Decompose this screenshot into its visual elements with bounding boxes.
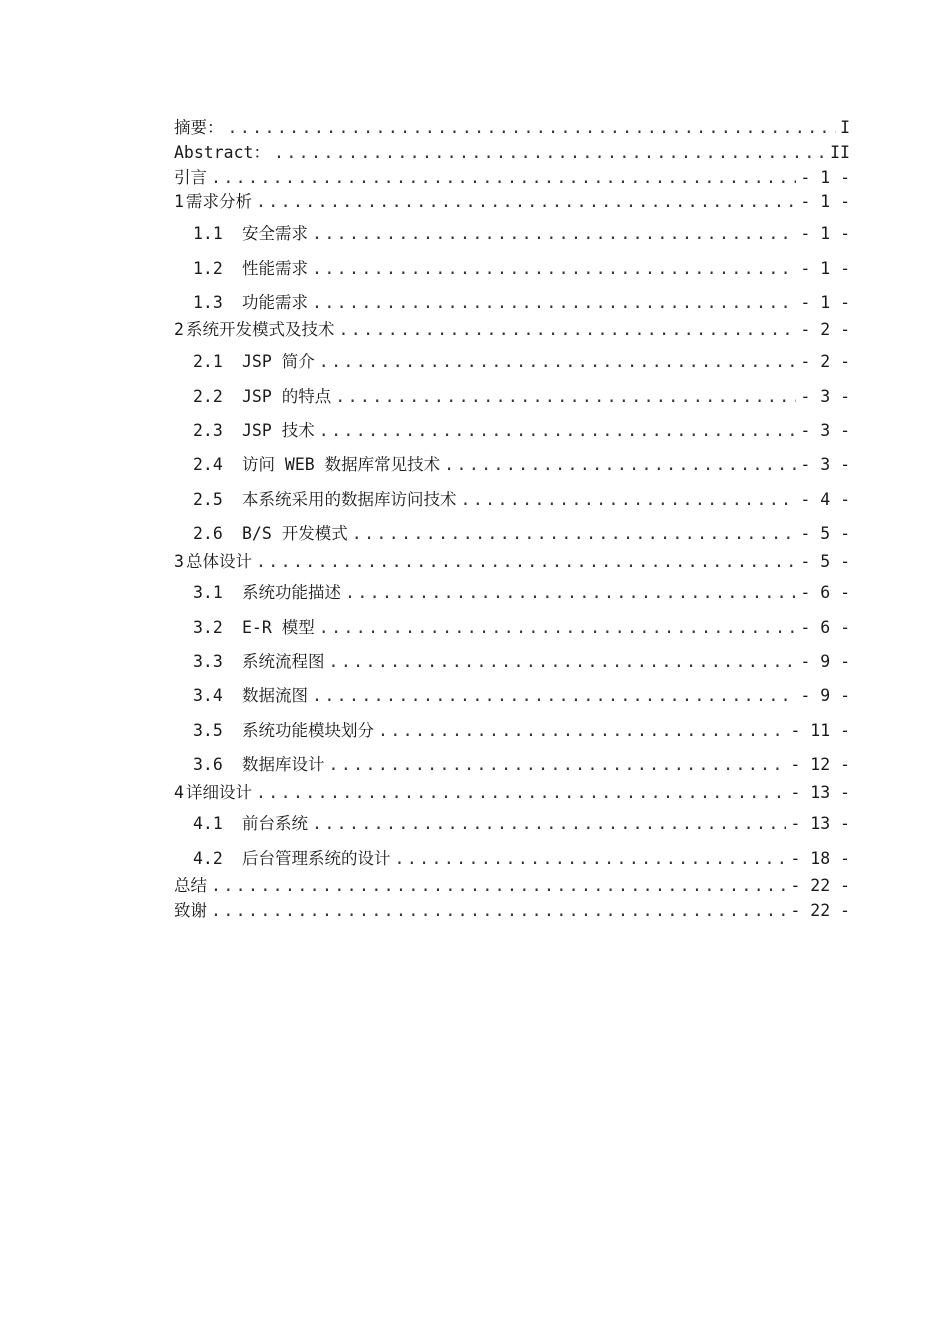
- toc-entry-page-number: - 1 -: [800, 192, 850, 212]
- toc-entry-number: 3.6: [193, 755, 223, 775]
- toc-entry-number: 1.3: [193, 292, 223, 312]
- toc-entry[interactable]: [174, 515, 850, 549]
- toc-entry-page-number: - 3 -: [800, 455, 850, 475]
- dot-leader: [312, 250, 796, 284]
- toc-entry-title: 总体设计: [185, 551, 252, 571]
- toc-entry-number: 3.2: [193, 617, 223, 637]
- toc-entry-title: 系统开发模式及技术: [185, 320, 335, 340]
- toc-entry-title: E-R 模型: [242, 617, 315, 637]
- dot-leader: [395, 840, 787, 874]
- toc-entry[interactable]: [174, 643, 850, 677]
- dot-leader: [319, 412, 797, 446]
- dot-leader: [312, 284, 796, 318]
- toc-entry-page-number: - 6 -: [800, 583, 850, 603]
- toc-entry-number: 3.3: [193, 652, 223, 672]
- toc-entry-page-number: - 2 -: [800, 352, 850, 372]
- toc-entry[interactable]: [174, 116, 850, 141]
- toc-entry-page-number: - 5 -: [800, 551, 850, 571]
- dot-leader: [444, 446, 796, 480]
- toc-entry-title: 前台系统: [242, 814, 308, 834]
- toc-entry-page-number: - 1 -: [800, 292, 850, 312]
- dot-leader: [378, 712, 786, 746]
- toc-entry[interactable]: [174, 343, 850, 377]
- toc-entry[interactable]: [174, 481, 850, 515]
- toc-entry-title: 功能需求: [242, 292, 308, 312]
- dot-leader: [312, 677, 796, 711]
- toc-entry-page-number: II: [830, 142, 850, 162]
- toc-entry-number: 1: [174, 192, 184, 212]
- toc-entry-number: 2.3: [193, 420, 223, 440]
- toc-entry-title: 性能需求: [242, 258, 308, 278]
- toc-entry-number: 3: [174, 551, 184, 571]
- toc-entry[interactable]: [174, 840, 850, 874]
- toc-entry-title: 系统功能模块划分: [242, 720, 374, 740]
- toc-entry[interactable]: [174, 378, 850, 412]
- dot-leader: [211, 874, 786, 899]
- dot-leader: [211, 166, 796, 191]
- toc-entry-title: 本系统采用的数据库访问技术: [242, 489, 457, 509]
- dot-leader: [228, 116, 837, 141]
- toc-entry-page-number: - 1 -: [800, 167, 850, 187]
- dot-leader: [319, 343, 797, 377]
- toc-entry-number: 3.5: [193, 720, 223, 740]
- toc-entry-page-number: - 13 -: [790, 814, 850, 834]
- toc-entry-number: 2.6: [193, 524, 223, 544]
- toc-entry-title: 安全需求: [242, 224, 308, 244]
- dot-leader: [312, 805, 786, 839]
- toc-entry[interactable]: [174, 284, 850, 318]
- toc-entry-number: 2.1: [193, 352, 223, 372]
- toc-entry-title: 摘要：: [174, 118, 224, 137]
- toc-entry[interactable]: [174, 412, 850, 446]
- toc-entry-title: 总结: [174, 876, 207, 896]
- toc-entry[interactable]: [174, 250, 850, 284]
- toc-entry-title: JSP 技术: [242, 420, 315, 440]
- toc-entry[interactable]: [174, 166, 850, 191]
- toc-entry-title: 引言: [174, 167, 207, 187]
- toc-entry-page-number: - 3 -: [800, 386, 850, 406]
- toc-entry[interactable]: [174, 805, 850, 839]
- toc-entry[interactable]: [174, 574, 850, 608]
- toc-entry-page-number: - 5 -: [800, 524, 850, 544]
- toc-entry[interactable]: [174, 141, 850, 166]
- toc-entry-page-number: - 18 -: [790, 848, 850, 868]
- toc-entry-page-number: - 22 -: [790, 901, 850, 921]
- dot-leader: [335, 378, 796, 412]
- toc-entry-title: B/S 开发模式: [242, 524, 348, 544]
- dot-leader: [329, 643, 797, 677]
- toc-entry-title: 数据流图: [242, 686, 308, 706]
- toc-entry-number: 2.5: [193, 489, 223, 509]
- toc-entry-number: 2.2: [193, 386, 223, 406]
- dot-leader: [274, 141, 826, 166]
- toc-entry[interactable]: [174, 712, 850, 746]
- dot-leader: [345, 574, 796, 608]
- toc-entry-title: 需求分析: [185, 192, 252, 212]
- dot-leader: [329, 746, 787, 780]
- toc-entry-number: 1.2: [193, 258, 223, 278]
- toc-entry-number: 2: [174, 320, 184, 340]
- toc-entry[interactable]: [174, 746, 850, 780]
- toc-entry-page-number: - 4 -: [800, 489, 850, 509]
- toc-entry-title: JSP 的特点: [242, 386, 332, 406]
- toc-entry-title: 系统功能描述: [242, 583, 341, 603]
- toc-entry-number: 4: [174, 782, 184, 802]
- toc-entry[interactable]: [174, 318, 850, 343]
- toc-entry-title: 致谢: [174, 901, 207, 921]
- dot-leader: [211, 899, 786, 924]
- toc-entry-page-number: - 12 -: [790, 755, 850, 775]
- dot-leader: [256, 550, 796, 575]
- toc-entry-number: 4.1: [193, 814, 223, 834]
- toc-entry[interactable]: [174, 781, 850, 806]
- toc-entry[interactable]: [174, 190, 850, 215]
- toc-entry[interactable]: [174, 215, 850, 249]
- toc-entry-page-number: - 13 -: [790, 782, 850, 802]
- toc-entry-page-number: - 6 -: [800, 617, 850, 637]
- toc-entry[interactable]: [174, 609, 850, 643]
- toc-entry-number: 2.4: [193, 455, 223, 475]
- toc-entry-page-number: - 1 -: [800, 224, 850, 244]
- toc-entry-title: 详细设计: [185, 782, 252, 802]
- dot-leader: [312, 215, 796, 249]
- toc-entry[interactable]: [174, 899, 850, 924]
- toc-entry-page-number: - 11 -: [790, 720, 850, 740]
- toc-entry-title: 后台管理系统的设计: [242, 848, 391, 868]
- toc-entry-page-number: - 22 -: [790, 876, 850, 896]
- toc-entry[interactable]: [174, 874, 850, 899]
- toc-entry-title: 系统流程图: [242, 652, 325, 672]
- toc-entry-number: 4.2: [193, 848, 223, 868]
- toc-entry-page-number: - 9 -: [800, 652, 850, 672]
- dot-leader: [319, 609, 797, 643]
- toc-entry-number: 3.4: [193, 686, 223, 706]
- toc-entry-title: Abstract：: [174, 142, 270, 162]
- toc-entry-page-number: - 2 -: [800, 320, 850, 340]
- dot-leader: [352, 515, 797, 549]
- toc-entry-page-number: I: [840, 118, 850, 137]
- dot-leader: [256, 190, 796, 215]
- toc-entry-title: JSP 简介: [242, 352, 315, 372]
- table-of-contents: [174, 116, 850, 924]
- toc-entry-page-number: - 9 -: [800, 686, 850, 706]
- toc-entry-title: 访问 WEB 数据库常见技术: [242, 455, 441, 475]
- toc-entry-page-number: - 3 -: [800, 420, 850, 440]
- toc-entry[interactable]: [174, 677, 850, 711]
- toc-entry[interactable]: [174, 446, 850, 480]
- toc-entry-number: 1.1: [193, 224, 223, 244]
- toc-entry-number: 3.1: [193, 583, 223, 603]
- toc-entry-title: 数据库设计: [242, 755, 325, 775]
- dot-leader: [338, 318, 796, 343]
- toc-entry-page-number: - 1 -: [800, 258, 850, 278]
- toc-entry[interactable]: [174, 550, 850, 575]
- dot-leader: [461, 481, 797, 515]
- dot-leader: [256, 781, 786, 806]
